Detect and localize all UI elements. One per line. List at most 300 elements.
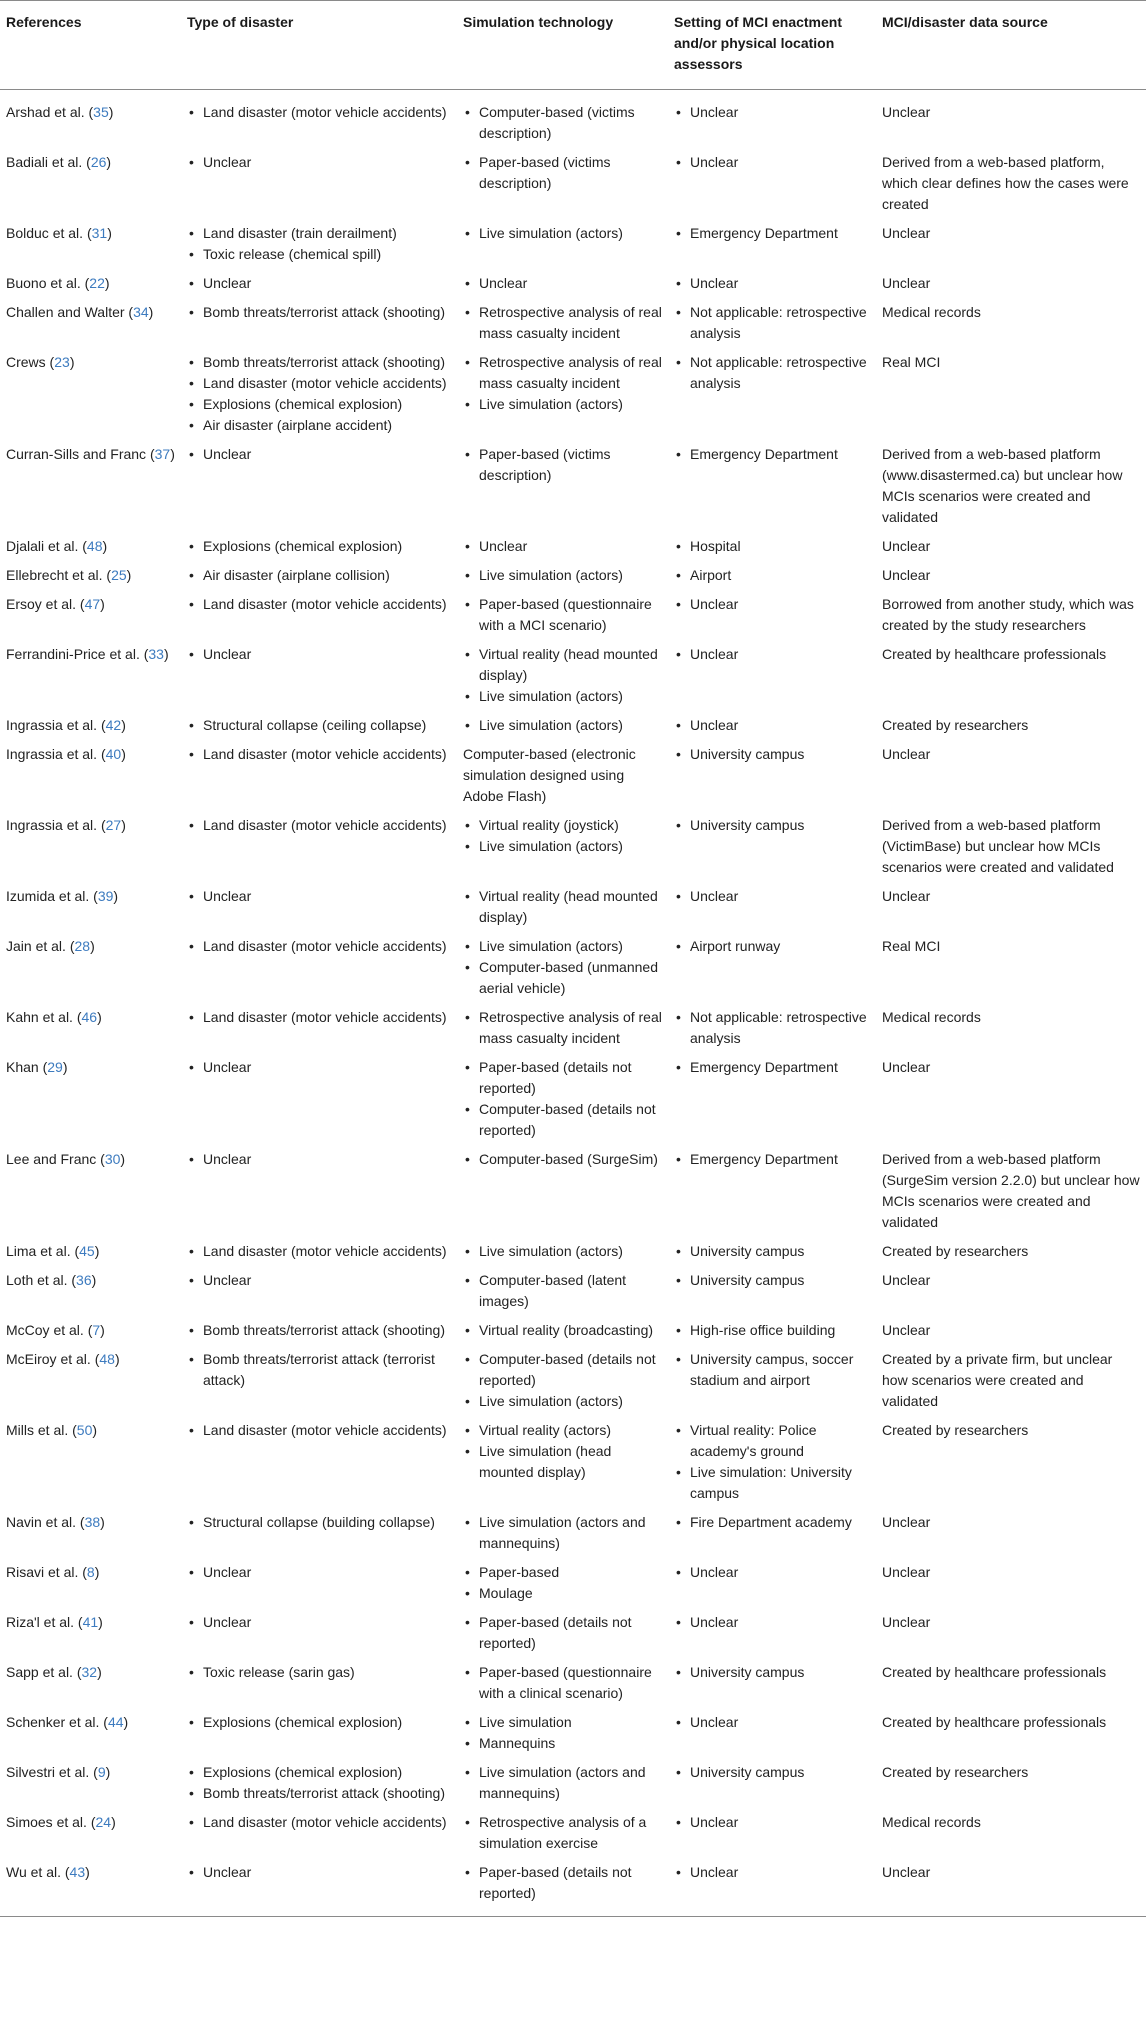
- table-row: [0, 1758, 1146, 1808]
- reference-author: Bolduc et al. (: [6, 225, 92, 241]
- disaster-type-item: • Toxic release (sarin gas): [187, 1662, 451, 1683]
- cell-reference: [0, 1145, 181, 1237]
- bullet-list: [463, 1320, 662, 1341]
- citation-link[interactable]: 47: [84, 596, 101, 612]
- bullet-list: [674, 1420, 870, 1504]
- header-type-of-disaster: Type of disaster: [181, 1, 457, 90]
- bullet-list: [187, 302, 451, 323]
- disaster-type-item: • Land disaster (motor vehicle accidents): [187, 936, 451, 957]
- simulation-technology-item: • Paper-based (details not reported): [463, 1057, 662, 1099]
- simulation-technology-item: • Computer-based (unmanned aerial vehicle): [463, 957, 662, 999]
- bullet-list: [674, 815, 870, 836]
- simulation-technology-item: • Live simulation (actors): [463, 565, 662, 586]
- bullet-list: [463, 1762, 662, 1804]
- citation-close-paren: ): [123, 1714, 129, 1730]
- bullet-list: [463, 1057, 662, 1141]
- setting-item: • Not applicable: retrospective analysis: [674, 302, 870, 344]
- bullet-list: [674, 223, 870, 244]
- cell-disaster-type: [181, 1316, 457, 1345]
- bullet-list: [463, 536, 662, 557]
- reference-author: Ferrandini-Price et al. (: [6, 646, 149, 662]
- citation-link[interactable]: 29: [47, 1059, 63, 1075]
- citation-close-paren: ): [97, 1664, 102, 1680]
- cell-simulation-technology: [457, 219, 668, 269]
- cell-setting: [668, 1345, 876, 1416]
- citation-link[interactable]: 39: [97, 888, 114, 904]
- citation-link[interactable]: 24: [95, 1814, 112, 1830]
- citation-link[interactable]: 41: [82, 1614, 99, 1630]
- cell-disaster-type: [181, 1053, 457, 1145]
- disaster-type-item: • Unclear: [187, 1862, 451, 1883]
- disaster-type-item: • Explosions (chemical explosion): [187, 1712, 451, 1733]
- cell-disaster-type: [181, 1708, 457, 1758]
- cell-simulation-technology: [457, 1758, 668, 1808]
- cell-setting: [668, 1608, 876, 1658]
- citation-close-paren: ): [91, 1272, 97, 1288]
- cell-data-source: Created by researchers: [882, 1422, 1029, 1438]
- bullet-list: [187, 644, 451, 665]
- reference-author: Risavi et al. (: [6, 1564, 87, 1580]
- simulation-technology-item: • Live simulation: [463, 1712, 662, 1733]
- simulation-technology-item: • Unclear: [463, 273, 662, 294]
- citation-link[interactable]: 31: [91, 225, 108, 241]
- simulation-technology-item: • Virtual reality (head mounted display): [463, 886, 662, 928]
- cell-reference: [0, 740, 181, 811]
- cell-disaster-type: [181, 1858, 457, 1917]
- cell-simulation-technology: [457, 1266, 668, 1316]
- citation-link[interactable]: 46: [81, 1009, 98, 1025]
- citation-close-paren: ): [92, 1422, 98, 1438]
- cell-disaster-type: [181, 90, 457, 149]
- bullet-list: [187, 1349, 451, 1391]
- cell-simulation-technology: [457, 90, 668, 149]
- bullet-list: [674, 886, 870, 907]
- cell-disaster-type: [181, 1758, 457, 1808]
- simulation-technology-item: • Live simulation (actors): [463, 686, 662, 707]
- cell-reference: [0, 1708, 181, 1758]
- simulation-technology-item: • Paper-based (details not reported): [463, 1862, 662, 1904]
- citation-link[interactable]: 43: [69, 1864, 86, 1880]
- cell-disaster-type: [181, 1658, 457, 1708]
- simulation-technology-item: • Retrospective analysis of real mass casualty incident: [463, 1007, 662, 1049]
- bullet-list: [463, 1420, 662, 1483]
- citation-link[interactable]: 8: [86, 1564, 95, 1580]
- setting-item: • University campus: [674, 1662, 870, 1683]
- bullet-list: [674, 102, 870, 123]
- cell-setting: [668, 1145, 876, 1237]
- cell-reference: [0, 640, 181, 711]
- setting-item: • Unclear: [674, 102, 870, 123]
- citation-link[interactable]: 28: [74, 938, 91, 954]
- table-row: [0, 1858, 1146, 1917]
- setting-item: • Emergency Department: [674, 1057, 870, 1078]
- bullet-list: [463, 886, 662, 928]
- citation-close-paren: ): [97, 1009, 102, 1025]
- table-row: [0, 1237, 1146, 1266]
- disaster-type-item: • Toxic release (chemical spill): [187, 244, 451, 265]
- cell-simulation-technology: [457, 532, 668, 561]
- table-row: [0, 298, 1146, 348]
- setting-item: • Unclear: [674, 715, 870, 736]
- disaster-type-item: • Bomb threats/terrorist attack (shooting): [187, 352, 451, 373]
- reference-author: Khan (: [6, 1059, 48, 1075]
- cell-reference: [0, 811, 181, 882]
- bullet-list: [463, 1007, 662, 1049]
- reference-author: Challen and Walter (: [6, 304, 134, 320]
- bullet-list: [187, 1662, 451, 1683]
- cell-disaster-type: [181, 740, 457, 811]
- setting-item: • Unclear: [674, 1712, 870, 1733]
- simulation-technology-item: • Moulage: [463, 1583, 662, 1604]
- cell-reference: [0, 1758, 181, 1808]
- setting-item: • Airport: [674, 565, 870, 586]
- cell-setting: [668, 1808, 876, 1858]
- citation-close-paren: ): [121, 717, 126, 733]
- cell-simulation-technology: [457, 1708, 668, 1758]
- cell-data-source: Unclear: [882, 104, 931, 120]
- setting-item: • High-rise office building: [674, 1320, 870, 1341]
- cell-data-source: Unclear: [882, 1322, 931, 1338]
- citation-close-paren: ): [106, 154, 112, 170]
- disaster-type-item: • Unclear: [187, 152, 451, 173]
- reference-author: Mills et al. (: [6, 1422, 77, 1438]
- bullet-list: [463, 273, 662, 294]
- bullet-list: [463, 223, 662, 244]
- setting-item: • University campus: [674, 1762, 870, 1783]
- citation-link[interactable]: 35: [93, 104, 109, 120]
- cell-setting: [668, 348, 876, 440]
- table-row: [0, 811, 1146, 882]
- simulation-technology-item: • Live simulation (actors and mannequins): [463, 1512, 662, 1554]
- bullet-list: [187, 102, 451, 123]
- cell-simulation-technology: [457, 1808, 668, 1858]
- citation-link[interactable]: 50: [76, 1422, 93, 1438]
- setting-item: • Virtual reality: Police academy's ground: [674, 1420, 870, 1462]
- bullet-list: [187, 152, 451, 173]
- cell-data-source: Derived from a web-based platform (VictimBase) but unclear how MCIs scenarios were created and validated: [882, 817, 1114, 875]
- cell-reference: [0, 1858, 181, 1917]
- cell-data-source: Created by healthcare professionals: [882, 646, 1107, 662]
- bullet-list: [674, 744, 870, 765]
- cell-disaster-type: [181, 1345, 457, 1416]
- cell-setting: [668, 1266, 876, 1316]
- bullet-list: [674, 1349, 870, 1391]
- simulation-technology-item: • Paper-based (details not reported): [463, 1612, 662, 1654]
- table-row: [0, 532, 1146, 561]
- reference-author: McEiroy et al. (: [6, 1351, 100, 1367]
- cell-data-source: Medical records: [882, 1009, 981, 1025]
- citation-close-paren: ): [126, 567, 132, 583]
- bullet-list: [187, 223, 451, 265]
- citation-link[interactable]: 32: [81, 1664, 98, 1680]
- bullet-list: [187, 273, 451, 294]
- disaster-type-item: • Explosions (chemical explosion): [187, 536, 451, 557]
- cell-simulation-technology: [457, 932, 668, 1003]
- table-row: [0, 640, 1146, 711]
- disaster-type-item: • Land disaster (motor vehicle accidents): [187, 744, 451, 765]
- bullet-list: [674, 594, 870, 615]
- simulation-technology-item: • Retrospective analysis of a simulation exercise: [463, 1812, 662, 1854]
- cell-data-source: Created by a private firm, but unclear how scenarios were created and validated: [882, 1351, 1113, 1409]
- citation-close-paren: ): [94, 1243, 100, 1259]
- reference-author: Schenker et al. (: [6, 1714, 108, 1730]
- cell-simulation-technology: [457, 298, 668, 348]
- cell-simulation-technology: [457, 711, 668, 740]
- reference-author: Loth et al. (: [6, 1272, 77, 1288]
- cell-simulation-technology: [457, 440, 668, 532]
- cell-setting: [668, 298, 876, 348]
- bullet-list: [187, 1057, 451, 1078]
- cell-disaster-type: [181, 1003, 457, 1053]
- table-row: [0, 348, 1146, 440]
- citation-close-paren: ): [100, 596, 105, 612]
- bullet-list: [674, 1712, 870, 1733]
- disaster-type-item: • Land disaster (motor vehicle accidents): [187, 373, 451, 394]
- citation-link[interactable]: 34: [133, 304, 149, 320]
- cell-disaster-type: [181, 532, 457, 561]
- reference-author: Silvestri et al. (: [6, 1764, 98, 1780]
- cell-setting: [668, 932, 876, 1003]
- citation-link[interactable]: 26: [90, 154, 107, 170]
- citation-link[interactable]: 36: [76, 1272, 92, 1288]
- disaster-type-item: • Bomb threats/terrorist attack (terrorist attack): [187, 1349, 451, 1391]
- bullet-list: [674, 1812, 870, 1833]
- simulation-technology-item: • Virtual reality (broadcasting): [463, 1320, 662, 1341]
- disaster-type-item: • Unclear: [187, 886, 451, 907]
- setting-item: • Unclear: [674, 594, 870, 615]
- citation-close-paren: ): [148, 304, 154, 320]
- setting-item: • Airport runway: [674, 936, 870, 957]
- cell-simulation-technology: Computer-based (electronic simulation designed using Adobe Flash): [463, 746, 636, 804]
- bullet-list: [187, 886, 451, 907]
- setting-item: • Hospital: [674, 536, 870, 557]
- cell-simulation-technology: [457, 1416, 668, 1508]
- cell-reference: [0, 590, 181, 640]
- cell-reference: [0, 1416, 181, 1508]
- cell-data-source: Real MCI: [882, 354, 941, 370]
- bullet-list: [187, 715, 451, 736]
- cell-data-source: Unclear: [882, 538, 931, 554]
- bullet-list: [674, 152, 870, 173]
- simulation-technology-item: • Computer-based (SurgeSim): [463, 1149, 662, 1170]
- table-row: [0, 1558, 1146, 1608]
- simulation-technology-item: • Live simulation (actors): [463, 836, 662, 857]
- bullet-list: [463, 1712, 662, 1754]
- cell-data-source: Created by healthcare professionals: [882, 1664, 1107, 1680]
- cell-setting: [668, 1416, 876, 1508]
- bullet-list: [187, 936, 451, 957]
- disaster-type-item: • Explosions (chemical explosion): [187, 394, 451, 415]
- citation-link[interactable]: 45: [79, 1243, 95, 1259]
- cell-reference: [0, 1266, 181, 1316]
- bullet-list: [674, 1241, 870, 1262]
- table-row: [0, 219, 1146, 269]
- cell-setting: [668, 1658, 876, 1708]
- bullet-list: [187, 1007, 451, 1028]
- cell-disaster-type: [181, 1237, 457, 1266]
- bullet-list: [463, 1662, 662, 1704]
- citation-link[interactable]: 22: [89, 275, 105, 291]
- bullet-list: [187, 1562, 451, 1583]
- citation-link[interactable]: 9: [97, 1764, 106, 1780]
- cell-setting: [668, 1053, 876, 1145]
- bullet-list: [463, 352, 662, 415]
- cell-simulation-technology: [457, 811, 668, 882]
- simulation-technology-item: • Live simulation (actors): [463, 223, 662, 244]
- cell-disaster-type: [181, 811, 457, 882]
- cell-simulation-technology: [457, 348, 668, 440]
- bullet-list: [674, 302, 870, 344]
- cell-setting: [668, 1508, 876, 1558]
- table-row: [0, 1608, 1146, 1658]
- bullet-list: [187, 1762, 451, 1804]
- cell-data-source: Derived from a web-based platform, which clear defines how the cases were created: [882, 154, 1129, 212]
- citation-close-paren: ): [90, 938, 95, 954]
- disaster-type-item: • Land disaster (motor vehicle accidents): [187, 594, 451, 615]
- citation-link[interactable]: 23: [54, 354, 70, 370]
- citation-link[interactable]: 42: [105, 717, 122, 733]
- reference-author: Ingrassia et al. (: [6, 717, 106, 733]
- cell-data-source: Real MCI: [882, 938, 941, 954]
- disaster-type-item: • Land disaster (motor vehicle accidents): [187, 1241, 451, 1262]
- table-row: [0, 1416, 1146, 1508]
- bullet-list: [674, 644, 870, 665]
- cell-data-source: Borrowed from another study, which was created by the study researchers: [882, 596, 1134, 633]
- disaster-type-item: • Structural collapse (ceiling collapse): [187, 715, 451, 736]
- cell-data-source: Derived from a web-based platform (www.disastermed.ca) but unclear how MCIs scenarios were created and validated: [882, 446, 1123, 525]
- bullet-list: [463, 565, 662, 586]
- cell-simulation-technology: [457, 269, 668, 298]
- reference-author: Ingrassia et al. (: [6, 817, 106, 833]
- citation-link[interactable]: 40: [105, 746, 122, 762]
- simulation-technology-item: • Live simulation (actors): [463, 394, 662, 415]
- bullet-list: [674, 536, 870, 557]
- cell-data-source: Derived from a web-based platform (SurgeSim version 2.2.0) but unclear how MCIs scenarios were created and validated: [882, 1151, 1140, 1230]
- cell-disaster-type: [181, 1558, 457, 1608]
- disaster-type-item: • Land disaster (motor vehicle accidents): [187, 1812, 451, 1833]
- citation-link[interactable]: 38: [84, 1514, 101, 1530]
- citation-link[interactable]: 25: [111, 567, 127, 583]
- bullet-list: [187, 744, 451, 765]
- bullet-list: [187, 1241, 451, 1262]
- citation-link[interactable]: 44: [107, 1714, 124, 1730]
- header-data-source: MCI/disaster data source: [876, 1, 1146, 90]
- bullet-list: [463, 1349, 662, 1412]
- bullet-list: [674, 1512, 870, 1533]
- setting-item: • University campus: [674, 1241, 870, 1262]
- simulation-technology-item: • Live simulation (actors and mannequins): [463, 1762, 662, 1804]
- cell-simulation-technology: [457, 1658, 668, 1708]
- bullet-list: [674, 1149, 870, 1170]
- cell-simulation-technology: [457, 1237, 668, 1266]
- citation-link[interactable]: 33: [148, 646, 164, 662]
- bullet-list: [463, 1512, 662, 1554]
- bullet-list: [463, 715, 662, 736]
- bullet-list: [463, 1812, 662, 1854]
- table-row: [0, 148, 1146, 219]
- bullet-list: [674, 352, 870, 394]
- cell-reference: [0, 1003, 181, 1053]
- disaster-type-item: • Unclear: [187, 644, 451, 665]
- setting-item: • University campus: [674, 815, 870, 836]
- bullet-list: [674, 1612, 870, 1633]
- table-row: [0, 711, 1146, 740]
- disaster-type-item: • Unclear: [187, 1057, 451, 1078]
- cell-disaster-type: [181, 640, 457, 711]
- setting-item: • University campus, soccer stadium and airport: [674, 1349, 870, 1391]
- bullet-list: [187, 815, 451, 836]
- citation-close-paren: ): [107, 225, 112, 241]
- bullet-list: [187, 1149, 451, 1170]
- cell-simulation-technology: [457, 882, 668, 932]
- setting-item: • Fire Department academy: [674, 1512, 870, 1533]
- setting-item: • Not applicable: retrospective analysis: [674, 1007, 870, 1049]
- citation-close-paren: ): [105, 1764, 111, 1780]
- disaster-type-item: • Bomb threats/terrorist attack (shooting): [187, 1320, 451, 1341]
- reference-author: Ingrassia et al. (: [6, 746, 106, 762]
- bullet-list: [463, 1270, 662, 1312]
- setting-item: • Unclear: [674, 644, 870, 665]
- table-row: [0, 590, 1146, 640]
- bullet-list: [187, 1420, 451, 1441]
- citation-link[interactable]: 48: [86, 538, 103, 554]
- setting-item: • Emergency Department: [674, 223, 870, 244]
- citation-close-paren: ): [121, 817, 126, 833]
- reference-author: Navin et al. (: [6, 1514, 85, 1530]
- citation-link[interactable]: 27: [105, 817, 122, 833]
- cell-reference: [0, 882, 181, 932]
- reference-author: Jain et al. (: [6, 938, 75, 954]
- cell-disaster-type: [181, 1266, 457, 1316]
- reference-author: Simoes et al. (: [6, 1814, 96, 1830]
- cell-data-source: Unclear: [882, 1272, 931, 1288]
- table-body: [0, 90, 1146, 1917]
- citation-close-paren: ): [102, 538, 108, 554]
- table-header: [0, 1, 1146, 90]
- cell-disaster-type: [181, 1808, 457, 1858]
- cell-disaster-type: [181, 1145, 457, 1237]
- cell-disaster-type: [181, 219, 457, 269]
- cell-data-source: Medical records: [882, 304, 981, 320]
- setting-item: • Unclear: [674, 886, 870, 907]
- cell-disaster-type: [181, 1608, 457, 1658]
- bullet-list: [463, 1241, 662, 1262]
- cell-reference: [0, 298, 181, 348]
- cell-data-source: Unclear: [882, 746, 931, 762]
- citation-close-paren: ): [108, 104, 114, 120]
- citation-close-paren: ): [100, 1514, 105, 1530]
- cell-simulation-technology: [457, 561, 668, 590]
- setting-item: • Emergency Department: [674, 444, 870, 465]
- bullet-list: [463, 1149, 662, 1170]
- cell-setting: [668, 811, 876, 882]
- cell-setting: [668, 640, 876, 711]
- cell-simulation-technology: [457, 1003, 668, 1053]
- simulation-technology-item: • Retrospective analysis of real mass casualty incident: [463, 352, 662, 394]
- disaster-type-item: • Unclear: [187, 273, 451, 294]
- bullet-list: [187, 536, 451, 557]
- citation-link[interactable]: 7: [92, 1322, 101, 1338]
- citation-close-paren: ): [114, 1351, 120, 1367]
- citation-link[interactable]: 30: [104, 1151, 121, 1167]
- bullet-list: [463, 1562, 662, 1604]
- citation-link[interactable]: 48: [99, 1351, 115, 1367]
- reference-author: Kahn et al. (: [6, 1009, 82, 1025]
- citation-link[interactable]: 37: [154, 446, 171, 462]
- table-row: [0, 882, 1146, 932]
- bullet-list: [674, 715, 870, 736]
- cell-simulation-technology: [457, 1316, 668, 1345]
